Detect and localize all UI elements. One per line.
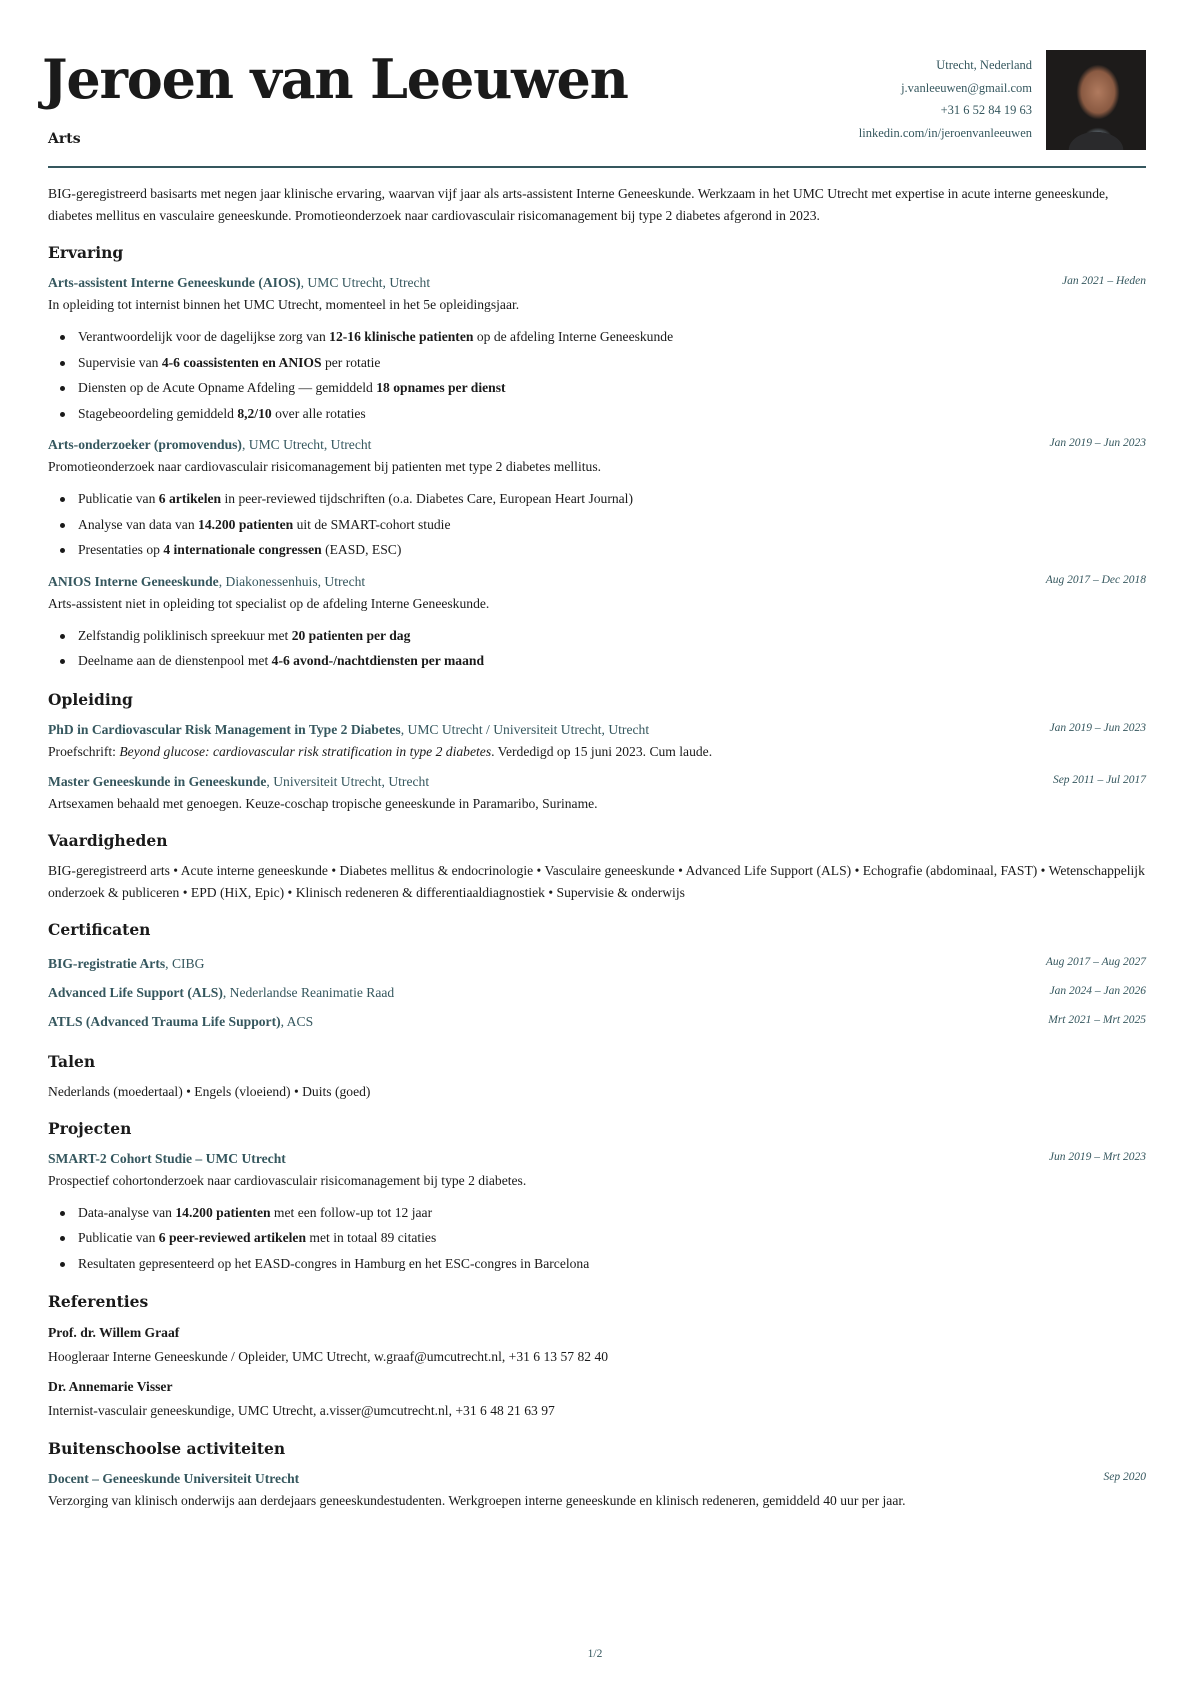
entry-org: , UMC Utrecht, Utrecht <box>300 275 431 290</box>
certificate-item <box>48 1007 1146 1036</box>
entry-date: Jan 2019 – Jun 2023 <box>1049 721 1146 734</box>
header-divider <box>48 166 1146 168</box>
bullet-item: Zelfstandig poliklinisch spreekuur met 20 patienten per dag <box>78 623 1146 649</box>
section-title-skills: Vaardigheden <box>48 830 168 850</box>
entry-heading <box>48 771 1146 793</box>
languages-list: Nederlands (moedertaal) • Engels (vloeiend) • Duits (goed) <box>48 1083 371 1099</box>
section-title-projects: Projecten <box>48 1118 132 1138</box>
entry-heading <box>48 434 1146 456</box>
entry-title: Master Geneeskunde in Geneeskunde <box>48 773 267 789</box>
experience-entry <box>48 571 1146 674</box>
bullet-item: Publicatie van 6 peer-reviewed artikelen met in totaal 89 citaties <box>78 1225 1146 1251</box>
bullet-item: Verantwoordelijk voor de dagelijkse zorg van 12-16 klinische patienten op de afdeling Interne Geneeskunde <box>78 324 1146 350</box>
resume-header <box>42 0 1146 168</box>
page-number: 1/2 <box>587 1648 603 1660</box>
certificate-item <box>48 949 1146 978</box>
entry-date: Jan 2021 – Heden <box>1062 275 1146 287</box>
bullet-item: Publicatie van 6 artikelen in peer-reviewed tijdschriften (o.a. Diabetes Care, European Heart Journal) <box>78 486 1146 512</box>
summary-paragraph: BIG-geregistreerd basisarts met negen jaar klinische ervaring, waarvan vijf jaar als arts-assistent Interne Geneeskunde. Werkzaam in het UMC Utrecht met expertise in acute interne geneeskunde, diabetes mellitus en vasculaire geneeskunde. Promotieonderzoek naar cardiovasculair risicomanagement bij type 2 diabetes afgerond in 2023. <box>48 186 1109 223</box>
entry-title: Arts-onderzoeker (promovendus) <box>48 437 242 452</box>
entry-heading <box>48 719 1146 741</box>
reference-name: Dr. Annemarie Visser <box>48 1379 173 1394</box>
skills-list: BIG-geregistreerd arts • Acute interne geneeskunde • Diabetes mellitus & endocrinologie • Vasculaire geneeskunde • Advanced Life Support (ALS) • Echografie (abdominaal, FAST) • Wetenschappelijk onderzoek & publiceren • EPD (HiX, Epic) • Klinisch redeneren & differentiaaldiagnostiek • Supervisie & onderwijs <box>48 862 1145 900</box>
education-entry <box>48 771 1146 815</box>
entry-title: PhD in Cardiovascular Risk Management in Type 2 Diabetes <box>48 721 401 737</box>
reference-detail: Internist-vasculair geneeskundige, UMC Utrecht, a.visser@umcutrecht.nl, +31 6 48 21 63 97 <box>48 1403 555 1418</box>
reference-detail: Hoogleraar Interne Geneeskunde / Opleider, UMC Utrecht, w.graaf@umcutrecht.nl, +31 6 13 57 82 40 <box>48 1349 609 1364</box>
entry-org: , UMC Utrecht / Universiteit Utrecht, Utrecht <box>400 721 650 737</box>
profile-photo <box>1046 50 1146 150</box>
entry-heading <box>48 571 1146 593</box>
bullet-item: Diensten op de Acute Opname Afdeling — gemiddeld 18 opnames per dienst <box>78 375 1146 401</box>
entry-description: Artsexamen behaald met genoegen. Keuze-coschap tropische geneeskunde in Paramaribo, Suriname. <box>48 795 598 811</box>
section-title-languages: Talen <box>48 1051 96 1071</box>
entry-description: In opleiding tot internist binnen het UMC Utrecht, momenteel in het 5e opleidingsjaar. <box>48 297 520 312</box>
entry-description: Arts-assistent niet in opleiding tot specialist op de afdeling Interne Geneeskunde. <box>48 595 490 611</box>
section-title-references: Referenties <box>48 1292 149 1311</box>
certificate-issuer: , Nederlandse Reanimatie Raad <box>222 984 395 1000</box>
contact-phone[interactable]: +31 6 52 84 19 63 <box>940 103 1032 117</box>
entry-title: Arts-assistent Interne Geneeskunde (AIOS) <box>48 275 301 290</box>
bullet-item: Stagebeoordeling gemiddeld 8,2/10 over alle rotaties <box>78 401 1146 427</box>
certificate-issuer: , ACS <box>280 1013 314 1029</box>
entry-description: Proefschrift: Beyond glucose: cardiovascular risk stratification in type 2 diabetes. Verdedigd op 15 juni 2023. Cum laude. <box>48 743 713 759</box>
entry-org: , UMC Utrecht, Utrecht <box>241 437 372 452</box>
section-title-extracurricular: Buitenschoolse activiteiten <box>48 1439 286 1458</box>
entry-date: Sep 2011 – Jul 2017 <box>1052 773 1146 786</box>
entry-date: Jun 2019 – Mrt 2023 <box>1048 1150 1146 1163</box>
entry-date: Jan 2019 – Jun 2023 <box>1049 437 1146 449</box>
certificate-item <box>48 978 1146 1007</box>
contact-location: Utrecht, Nederland <box>936 58 1032 72</box>
entry-heading <box>48 1148 1146 1170</box>
bullet-item: Presentaties op 4 internationale congressen (EASD, ESC) <box>78 537 1146 563</box>
contact-linkedin[interactable]: linkedin.com/in/jeroenvanleeuwen <box>858 125 1032 140</box>
certificate-title: BIG-registratie Arts <box>48 955 166 971</box>
certificate-date: Jan 2024 – Jan 2026 <box>1049 984 1146 997</box>
entry-heading <box>48 1468 1146 1490</box>
entry-date: Sep 2020 <box>1103 1471 1146 1483</box>
bullet-item: Data-analyse van 14.200 patienten met een follow-up tot 12 jaar <box>78 1200 1146 1226</box>
section-title-certificates: Certificaten <box>48 919 151 939</box>
project-entry <box>48 1148 1146 1277</box>
entry-title: SMART-2 Cohort Studie – UMC Utrecht <box>48 1150 286 1166</box>
entry-org: , Diakonessenhuis, Utrecht <box>218 573 366 589</box>
certificate-title: ATLS (Advanced Trauma Life Support) <box>48 1013 281 1029</box>
entry-description: Prospectief cohortonderzoek naar cardiovasculair risicomanagement bij type 2 diabetes. <box>48 1172 527 1188</box>
bullet-list <box>78 1200 1146 1277</box>
candidate-role: Arts <box>48 131 81 147</box>
entry-org: , Universiteit Utrecht, Utrecht <box>266 773 430 789</box>
certificate-issuer: , CIBG <box>165 955 205 971</box>
entry-description: Verzorging van klinisch onderwijs aan derdejaars geneeskundestudenten. Werkgroepen interne geneeskunde en klinisch redeneren, gemiddeld 40 uur per jaar. <box>48 1493 906 1508</box>
bullet-item: Supervisie van 4-6 coassistenten en ANIOS per rotatie <box>78 350 1146 376</box>
bullet-item: Resultaten gepresenteerd op het EASD-congres in Hamburg en het ESC-congres in Barcelona <box>78 1251 1146 1277</box>
experience-entry <box>48 272 1146 426</box>
certificate-title: Advanced Life Support (ALS) <box>48 984 223 1000</box>
contact-email[interactable]: j.vanleeuwen@gmail.com <box>901 80 1032 95</box>
entry-date: Aug 2017 – Dec 2018 <box>1045 573 1146 586</box>
activity-entry <box>48 1468 1146 1512</box>
entry-description: Promotieonderzoek naar cardiovasculair risicomanagement bij patienten met type 2 diabetes mellitus. <box>48 459 602 474</box>
resume-page <box>42 0 1146 1520</box>
bullet-list <box>78 324 1146 426</box>
experience-entry <box>48 434 1146 563</box>
candidate-name: Jeroen van Leeuwen <box>42 47 628 111</box>
bullet-list <box>78 623 1146 674</box>
certificate-date: Aug 2017 – Aug 2027 <box>1045 955 1146 968</box>
section-title-experience: Ervaring <box>48 243 124 262</box>
entry-heading <box>48 272 1146 294</box>
contact-block <box>859 54 1032 144</box>
entry-title: ANIOS Interne Geneeskunde <box>48 573 219 589</box>
bullet-item: Analyse van data van 14.200 patienten uit de SMART-cohort studie <box>78 512 1146 538</box>
reference-name: Prof. dr. Willem Graaf <box>48 1325 180 1340</box>
section-title-education: Opleiding <box>48 689 133 709</box>
education-entry <box>48 719 1146 763</box>
certificate-date: Mrt 2021 – Mrt 2025 <box>1048 1013 1146 1026</box>
entry-title: Docent – Geneeskunde Universiteit Utrecht <box>48 1471 300 1486</box>
bullet-list <box>78 486 1146 563</box>
bullet-item: Deelname aan de dienstenpool met 4-6 avond-/nachtdiensten per maand <box>78 648 1146 674</box>
